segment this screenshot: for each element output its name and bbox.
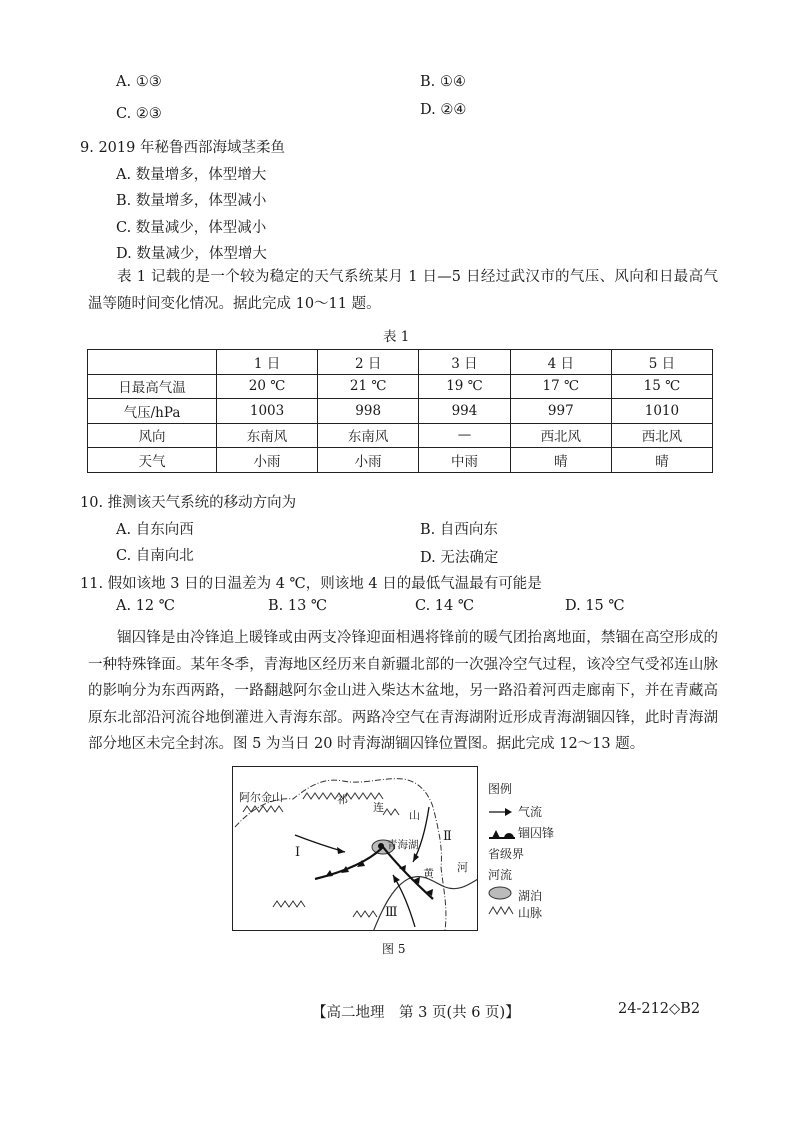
table-row-label: 天气 (88, 448, 217, 473)
footer-exam-code: 24-212◇B2 (618, 1001, 701, 1017)
q10-option-c: C. 自南向北 (116, 548, 194, 564)
legend-mountain-symbol (488, 904, 514, 916)
label-qi: 祁 (337, 793, 348, 806)
label-airflow-2: Ⅱ (443, 829, 452, 844)
table-cell: 东南风 (318, 423, 419, 448)
table-cell: 21 ℃ (318, 374, 419, 399)
table-column-header: 3 日 (419, 350, 511, 375)
table-row (88, 423, 713, 448)
footer-page-info: 【高二地理 第 3 页(共 6 页)】 (312, 1005, 520, 1021)
table-cell: 西北风 (611, 423, 712, 448)
table-cell: 小雨 (217, 448, 318, 473)
table-caption: 表 1 (383, 329, 410, 345)
table-cell: 晴 (611, 448, 712, 473)
table-column-header: 5 日 (611, 350, 712, 375)
weather-table (87, 349, 713, 473)
airflow-arrowhead-1 (337, 847, 345, 854)
legend-front-symbol (488, 826, 516, 840)
intro-paragraph-1: 表 1 记载的是一个较为稳定的天气系统某月 1 日—5 日经过武汉市的气压、风向和日最高气温等随时间变化情况。据此完成 10～11 题。 (88, 269, 718, 312)
label-airflow-1: Ⅰ (295, 845, 301, 860)
q11-option-d: D. 15 ℃ (565, 598, 625, 614)
table-cell: 中雨 (419, 448, 511, 473)
q8-option-d: D. ②④ (420, 102, 467, 118)
occluded-front-map (232, 766, 478, 931)
q11-stem: 11. 假如该地 3 日的日温差为 4 ℃，则该地 4 日的最低气温最有可能是 (80, 576, 542, 592)
legend-lake-symbol (488, 886, 514, 900)
mountain-range-south (273, 901, 305, 907)
front-junction (378, 843, 384, 849)
q9-option-d: D. 数量减少，体型增大 (116, 246, 267, 262)
q10-option-d: D. 无法确定 (420, 550, 499, 566)
table-cell: 17 ℃ (510, 374, 611, 399)
q8-option-b: B. ①④ (420, 74, 466, 90)
table-column-header: 4 日 (510, 350, 611, 375)
mountain-range-southeast (353, 911, 377, 917)
table-cell: 小雨 (318, 448, 419, 473)
table-column-header: 2 日 (318, 350, 419, 375)
table-column-header: 1 日 (217, 350, 318, 375)
table-row (88, 448, 713, 473)
legend-mountain: 山脉 (518, 906, 543, 920)
table-cell: 1010 (611, 399, 712, 424)
intro-paragraph-2: 锢囚锋是由冷锋追上暖锋或由两支冷锋迎面相遇将锋前的暖气团抬离地面，禁锢在高空形成的一种特殊锋面。某年冬季，青海地区经历来自新疆北部的一次强冷空气过程，该冷空气受祁连山脉的影响分为东西两路，一路翻越阿尔金山进入柴达木盆地，另一路沿着河西走廊南下，并在青藏高原东北部沿河流谷地倒灌进入青海东部。两路冷空气在青海湖附近形成青海湖锢囚锋，此时青海湖部分地区未完全封冻。图 5 为当日 20 时青海湖锢囚锋位置图。据此完成 12～13 题。 (88, 630, 718, 752)
q9-option-a: A. 数量增多，体型增大 (116, 167, 267, 183)
q10-stem: 10. 推测该天气系统的移动方向为 (80, 495, 297, 511)
legend-occluded-front: 锢囚锋 (518, 826, 555, 840)
q9-option-c: C. 数量减少，体型减小 (116, 220, 267, 236)
table-cell: 1003 (217, 399, 318, 424)
label-qinghai-lake: 青海湖 (387, 839, 419, 851)
table-cell: 994 (419, 399, 511, 424)
front-triangles (325, 860, 433, 896)
label-shan: 山 (409, 809, 420, 822)
yellow-river (373, 877, 478, 931)
table-cell: 东南风 (217, 423, 318, 448)
table-cell: 晴 (510, 448, 611, 473)
table-row-label: 日最高气温 (88, 374, 217, 399)
table-cell: 998 (318, 399, 419, 424)
legend-provincial-border: 省级界 (488, 847, 525, 861)
mountain-range-aerjin (243, 806, 283, 812)
table-cell: 西北风 (510, 423, 611, 448)
q8-option-a: A. ①③ (116, 74, 162, 90)
figure-caption: 图 5 (382, 942, 406, 956)
label-huang: 黄 (423, 867, 434, 880)
legend-river: 河流 (488, 868, 513, 882)
legend-lake: 湖泊 (518, 889, 543, 903)
table-cell: 997 (510, 399, 611, 424)
table-row (88, 399, 713, 424)
table-cell: — (419, 423, 511, 448)
table-cell: 20 ℃ (217, 374, 318, 399)
label-he: 河 (457, 861, 468, 874)
q11-option-a: A. 12 ℃ (116, 598, 175, 614)
legend-title: 图例 (488, 782, 513, 796)
label-airflow-3: Ⅲ (385, 905, 398, 920)
q10-option-a: A. 自东向西 (116, 522, 194, 538)
table-row-label: 风向 (88, 423, 217, 448)
table-corner-cell (88, 350, 217, 375)
legend-airflow: 气流 (518, 805, 543, 819)
q10-option-b: B. 自西向东 (420, 522, 498, 538)
mountain-range-east (383, 809, 399, 815)
q11-option-b: B. 13 ℃ (268, 598, 328, 614)
table-row (88, 374, 713, 399)
table-cell: 19 ℃ (419, 374, 511, 399)
q11-option-c: C. 14 ℃ (415, 598, 475, 614)
q9-option-b: B. 数量增多，体型减小 (116, 193, 267, 209)
table-row-label: 气压/hPa (88, 399, 217, 424)
table-header-row (88, 350, 713, 375)
label-aerjin-mountain: 阿尔金山 (239, 791, 283, 804)
label-lian: 连 (373, 801, 384, 814)
q9-stem: 9. 2019 年秘鲁西部海域茎柔鱼 (80, 140, 285, 156)
legend-airflow-symbol (488, 806, 514, 818)
q8-option-c: C. ②③ (116, 106, 162, 122)
table-cell: 15 ℃ (611, 374, 712, 399)
